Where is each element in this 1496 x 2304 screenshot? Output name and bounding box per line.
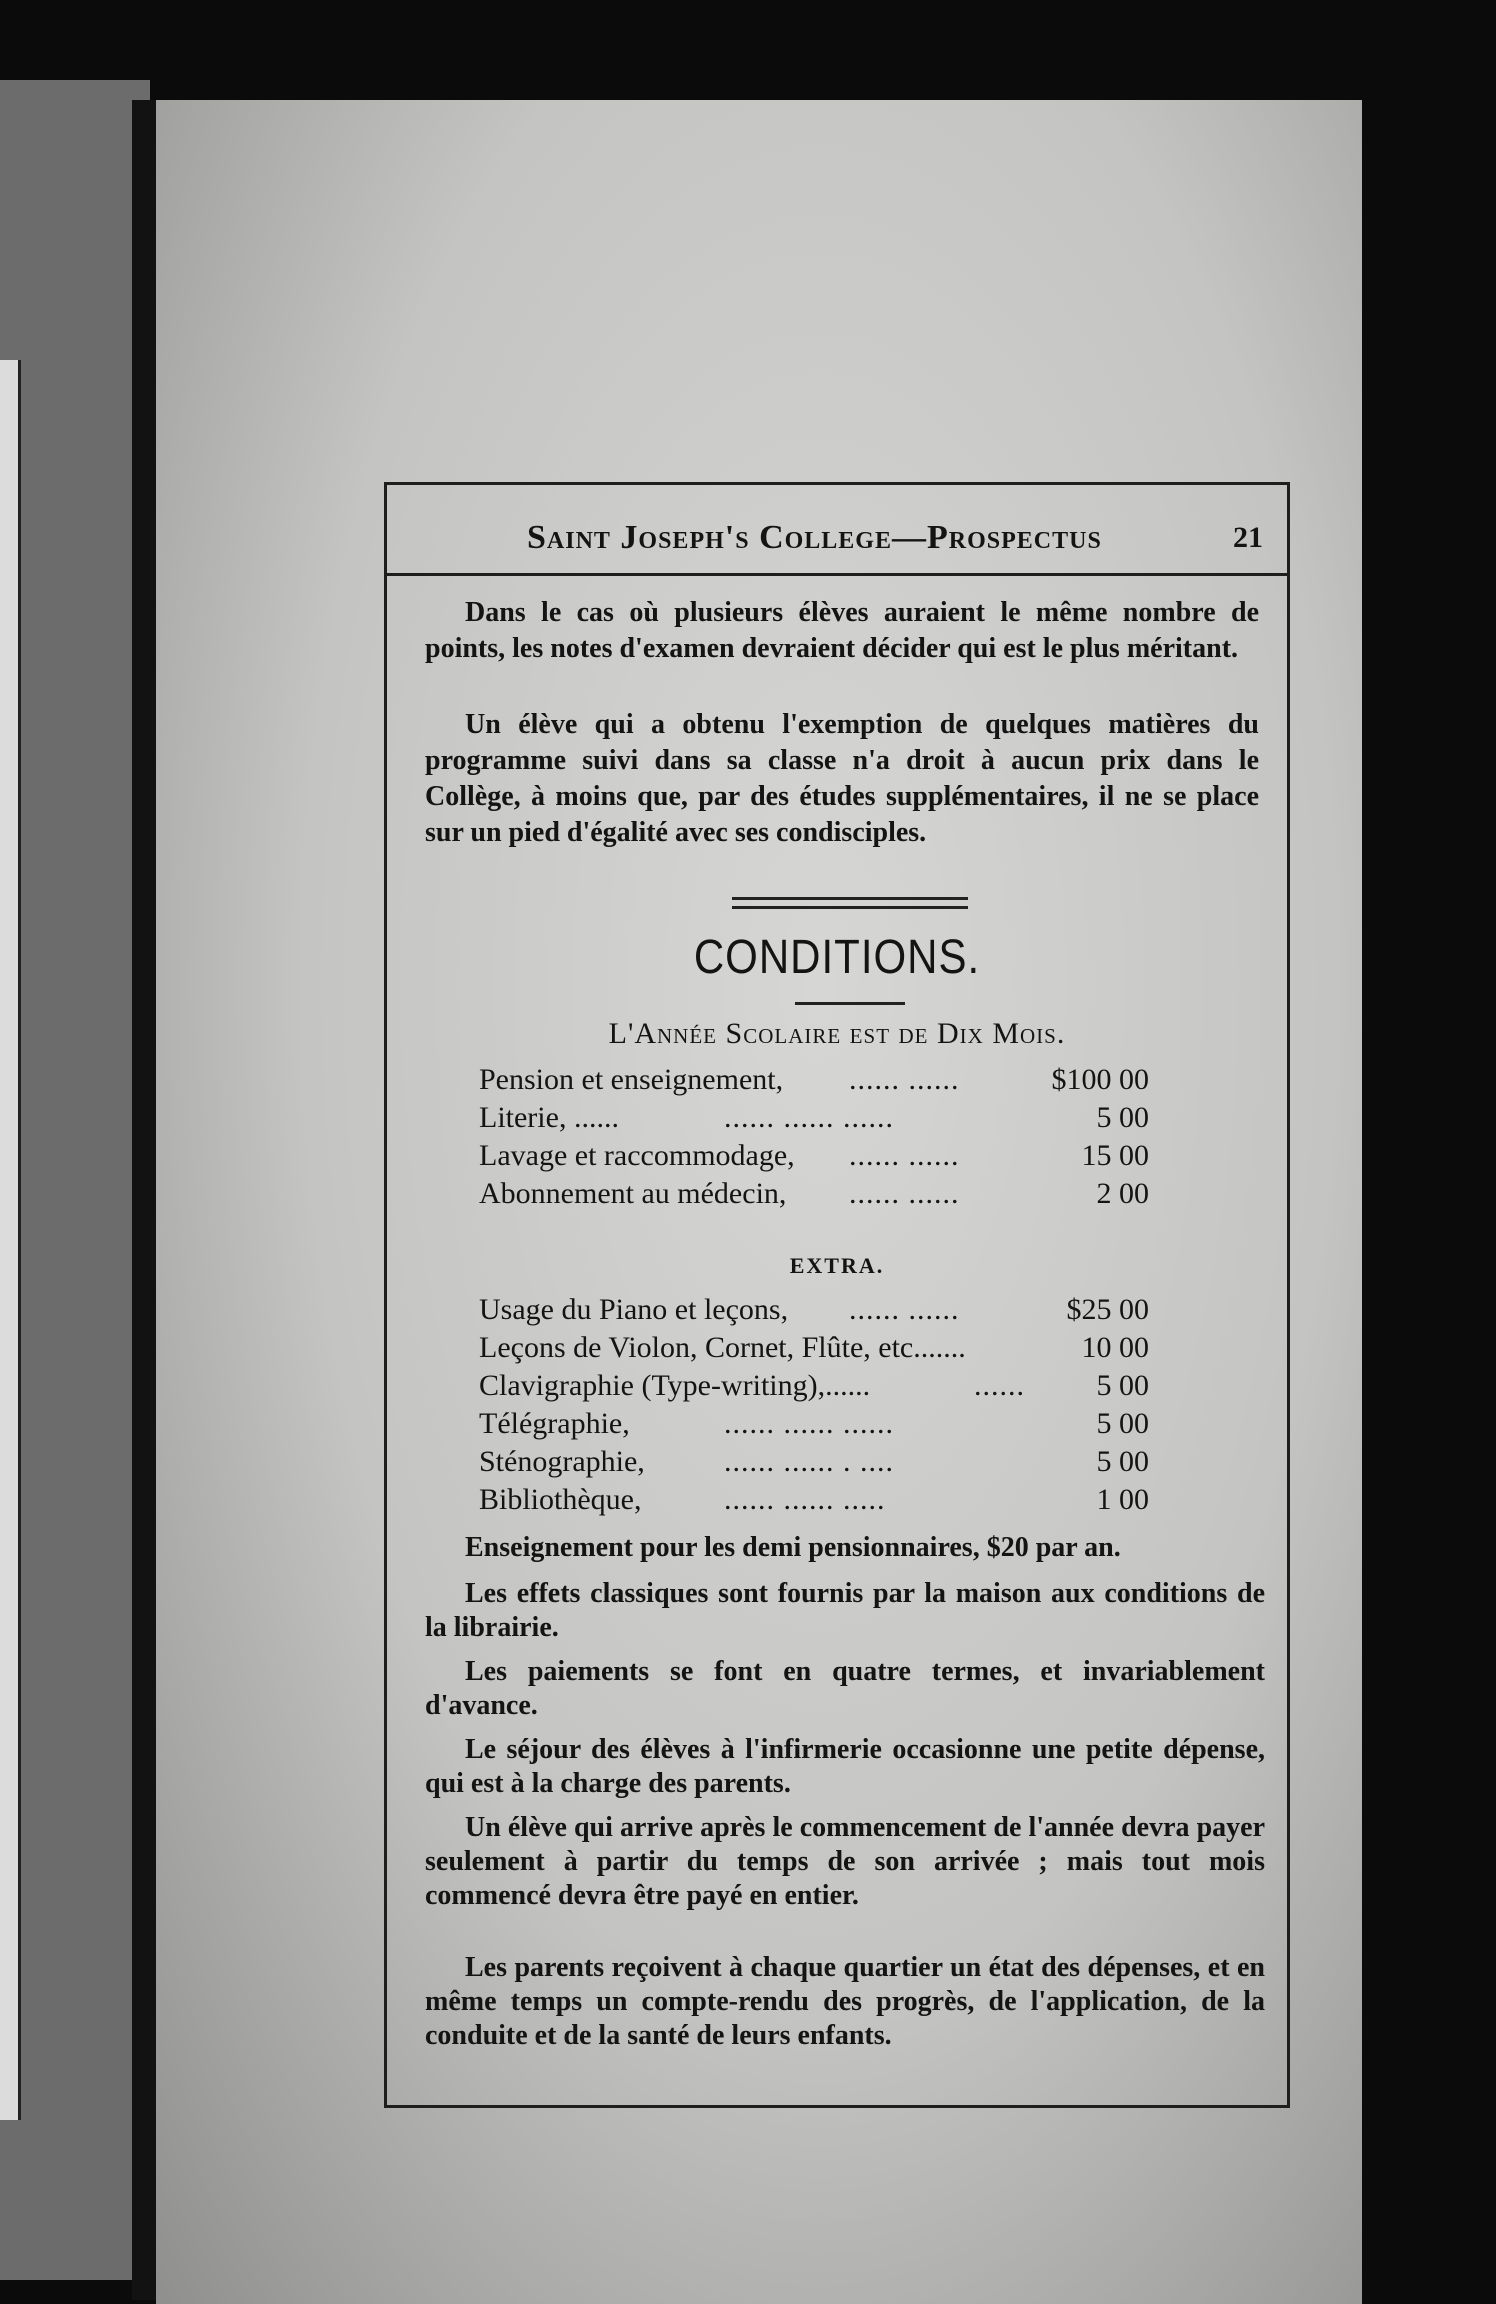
leader-dots: ...... ......: [849, 1293, 960, 1326]
extra-heading: EXTRA.: [789, 1253, 885, 1278]
leader-dots: ...... ...... ......: [724, 1101, 894, 1134]
fee-row: [479, 1101, 1149, 1139]
film-dark-bar: [132, 100, 156, 2300]
extra-fee-row: [479, 1293, 1149, 1331]
extra-fee-row: [479, 1407, 1149, 1445]
fee-amount: 15 00: [1081, 1139, 1149, 1172]
fee-amount: 10 00: [1081, 1331, 1149, 1364]
fee-amount: $100 00: [1051, 1063, 1149, 1096]
fee-amount: $25 00: [1066, 1293, 1149, 1326]
page-number: 21: [1233, 521, 1263, 554]
extra-fee-row: [479, 1483, 1149, 1521]
leader-dots: ...... ......: [849, 1177, 960, 1210]
fee-amount: 5 00: [1096, 1445, 1149, 1478]
conditions-heading: CONDITIONS.: [693, 929, 981, 984]
leader-dots: ...... ...... ......: [724, 1407, 894, 1440]
note-infirmary: Le séjour des élèves à l'infirmerie occasionne une petite dépense, qui est à la charge des parents.: [425, 1734, 1265, 1799]
fee-row: [479, 1139, 1149, 1177]
running-head: [387, 513, 1287, 576]
double-rule-divider: [732, 897, 968, 909]
fee-amount: 5 00: [1096, 1101, 1149, 1134]
fee-amount: 5 00: [1096, 1369, 1149, 1402]
school-year-subheading: L'Année Scolaire est de Dix Mois.: [608, 1017, 1066, 1050]
extra-fee-row: [479, 1369, 1149, 1407]
fee-amount: 1 00: [1096, 1483, 1149, 1516]
film-margin-left: [0, 80, 150, 2280]
fee-label: Pension et enseignement,: [479, 1063, 784, 1096]
note-reports: Les parents reçoivent à chaque quartier un état des dépenses, et en même temps un compte-rendu des progrès, de l'application, de la conduite et de la santé de leurs enfants.: [425, 1952, 1265, 2051]
fee-amount: 5 00: [1096, 1407, 1149, 1440]
fee-label: Télégraphie,: [479, 1407, 630, 1440]
leader-dots: ...... ......: [849, 1139, 960, 1172]
paragraph-exemption: Un élève qui a obtenu l'exemption de quelques matières du programme suivi dans sa classe n'a droit à aucun prix dans le Collège, à moins que, par des études supplémentaires, il ne se place sur un pied d'égalité avec ses condisciples.: [425, 709, 1259, 848]
fee-label: Abonnement au médecin,: [479, 1177, 787, 1210]
page-sheet: [156, 100, 1362, 2304]
leader-dots: ...... ...... . ....: [724, 1445, 894, 1478]
adjacent-page-edge: [0, 360, 21, 2120]
leader-dots: ......: [974, 1369, 1025, 1402]
extra-fee-row: [479, 1331, 1149, 1369]
note-half-boarders: Enseignement pour les demi pensionnaires, $20 par an.: [465, 1532, 1121, 1563]
fee-label: Literie, ......: [479, 1101, 619, 1134]
note-late-arrival: Un élève qui arrive après le commencement de l'année devra payer seulement à partir du temps de son arrivée ; mais tout mois commencé devra être payé en entier.: [425, 1812, 1265, 1911]
fee-row: [479, 1177, 1149, 1215]
fee-label: Clavigraphie (Type-writing),......: [479, 1369, 871, 1402]
fee-label: Sténographie,: [479, 1445, 645, 1478]
page-frame: [384, 482, 1290, 2108]
leader-dots: ...... ...... .....: [724, 1483, 886, 1516]
fee-label: Lavage et raccommodage,: [479, 1139, 795, 1172]
leader-dots: ...... ......: [849, 1063, 960, 1096]
fee-label: Usage du Piano et leçons,: [479, 1293, 789, 1326]
page-title: Saint Joseph's College—Prospectus: [527, 519, 1102, 556]
note-payments: Les paiements se font en quatre termes, et invariablement d'avance.: [425, 1656, 1265, 1721]
short-rule-divider: [795, 1002, 905, 1005]
fee-amount: 2 00: [1096, 1177, 1149, 1210]
fee-label: Leçons de Violon, Cornet, Flûte, etc.......: [479, 1331, 966, 1364]
note-books: Les effets classiques sont fournis par la maison aux conditions de la librairie.: [425, 1578, 1265, 1643]
fee-row: [479, 1063, 1149, 1101]
paragraph-ties: Dans le cas où plusieurs élèves auraient le même nombre de points, les notes d'examen devraient décider qui est le plus méritant.: [425, 597, 1259, 664]
extra-fee-row: [479, 1445, 1149, 1483]
fee-label: Bibliothèque,: [479, 1483, 642, 1516]
